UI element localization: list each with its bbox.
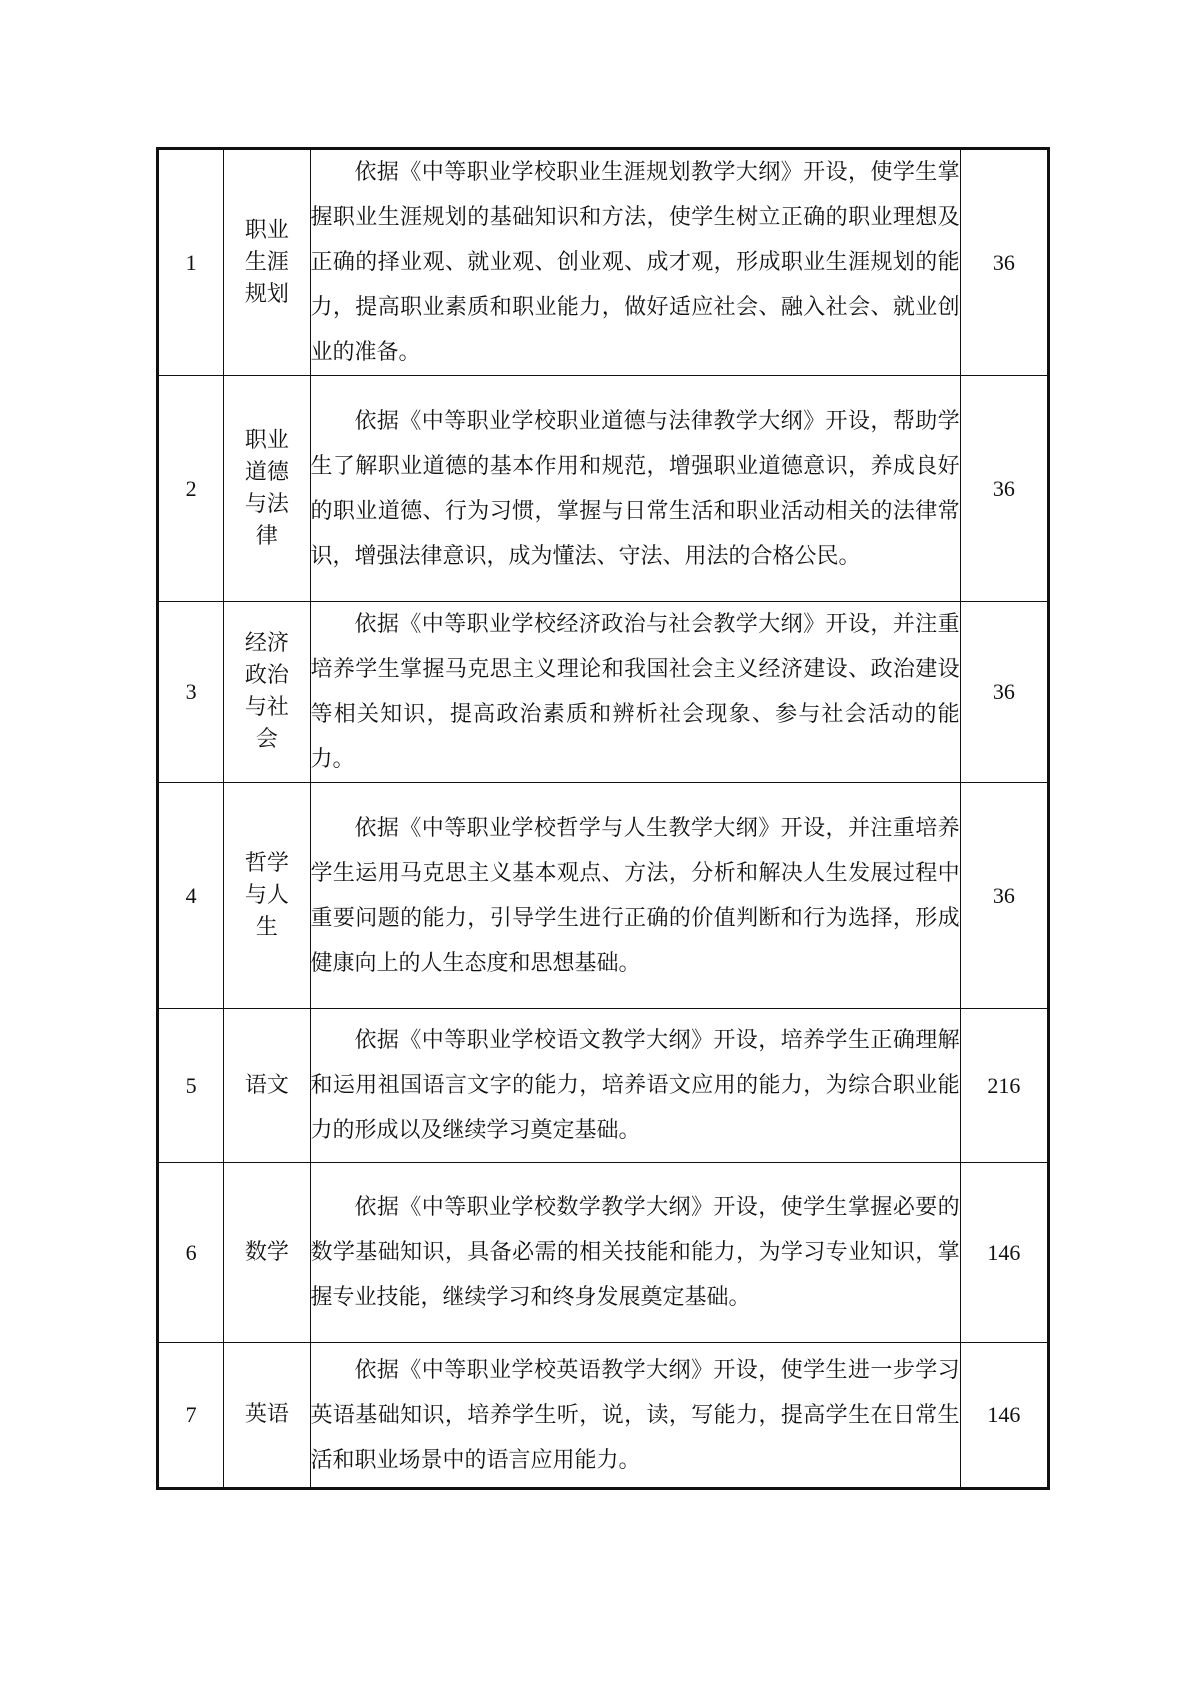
table-row bbox=[158, 602, 1049, 783]
course-name: 语文 bbox=[244, 1072, 289, 1098]
course-description: 依据《中等职业学校经济政治与社会教学大纲》开设，并注重培养学生掌握马克思主义理论和我国社会主义经济建设、政治建设等相关知识，提高政治素质和辨析社会现象、参与社会活动的能力。 bbox=[310, 612, 960, 772]
table-row bbox=[158, 1343, 1049, 1489]
table-row bbox=[158, 783, 1049, 1009]
course-hours: 36 bbox=[960, 149, 1048, 376]
course-description: 依据《中等职业学校英语教学大纲》开设，使学生进一步学习英语基础知识，培养学生听，说，读，写能力，提高学生在日常生活和职业场景中的语言应用能力。 bbox=[310, 1357, 960, 1473]
course-hours: 216 bbox=[960, 1009, 1048, 1163]
table-row bbox=[158, 1009, 1049, 1163]
course-hours: 146 bbox=[960, 1343, 1048, 1489]
row-number: 5 bbox=[158, 1009, 224, 1163]
course-hours: 36 bbox=[960, 602, 1048, 783]
course-description: 依据《中等职业学校哲学与人生教学大纲》开设，并注重培养学生运用马克思主义基本观点、方法，分析和解决人生发展过程中重要问题的能力，引导学生进行正确的价值判断和行为选择，形成健康向上的人生态度和思想基础。 bbox=[310, 815, 960, 976]
table-row bbox=[158, 376, 1049, 602]
row-number: 2 bbox=[158, 376, 224, 602]
course-name: 职业生涯规划 bbox=[244, 217, 289, 307]
row-number: 4 bbox=[158, 783, 224, 1009]
course-table bbox=[156, 147, 1050, 1490]
course-hours: 36 bbox=[960, 376, 1048, 602]
course-hours: 146 bbox=[960, 1163, 1048, 1343]
course-hours: 36 bbox=[960, 783, 1048, 1009]
table-row bbox=[158, 1163, 1049, 1343]
row-number: 3 bbox=[158, 602, 224, 783]
row-number: 7 bbox=[158, 1343, 224, 1489]
course-name: 英语 bbox=[244, 1402, 289, 1427]
course-name: 职业道德与法律 bbox=[244, 427, 289, 549]
table-row bbox=[158, 149, 1049, 376]
row-number: 6 bbox=[158, 1163, 224, 1343]
course-name: 经济政治与社会 bbox=[244, 631, 289, 752]
course-description: 依据《中等职业学校职业生涯规划教学大纲》开设，使学生掌握职业生涯规划的基础知识和方法，使学生树立正确的职业理想及正确的择业观、就业观、创业观、成才观，形成职业生涯规划的能力，提高职业素质和职业能力，做好适应社会、融入社会、就业创业的准备。 bbox=[310, 160, 960, 365]
course-name: 数学 bbox=[244, 1239, 289, 1265]
course-name: 哲学与人生 bbox=[244, 850, 289, 940]
course-description: 依据《中等职业学校职业道德与法律教学大纲》开设，帮助学生了解职业道德的基本作用和规范，增强职业道德意识，养成良好的职业道德、行为习惯，掌握与日常生活和职业活动相关的法律常识，增强法律意识，成为懂法、守法、用法的合格公民。 bbox=[310, 408, 960, 569]
row-number: 1 bbox=[158, 149, 224, 376]
course-description: 依据《中等职业学校语文教学大纲》开设，培养学生正确理解和运用祖国语言文字的能力，培养语文应用的能力，为综合职业能力的形成以及继续学习奠定基础。 bbox=[310, 1028, 960, 1143]
course-description: 依据《中等职业学校数学教学大纲》开设，使学生掌握必要的数学基础知识，具备必需的相关技能和能力，为学习专业知识，掌握专业技能，继续学习和终身发展奠定基础。 bbox=[310, 1195, 960, 1310]
